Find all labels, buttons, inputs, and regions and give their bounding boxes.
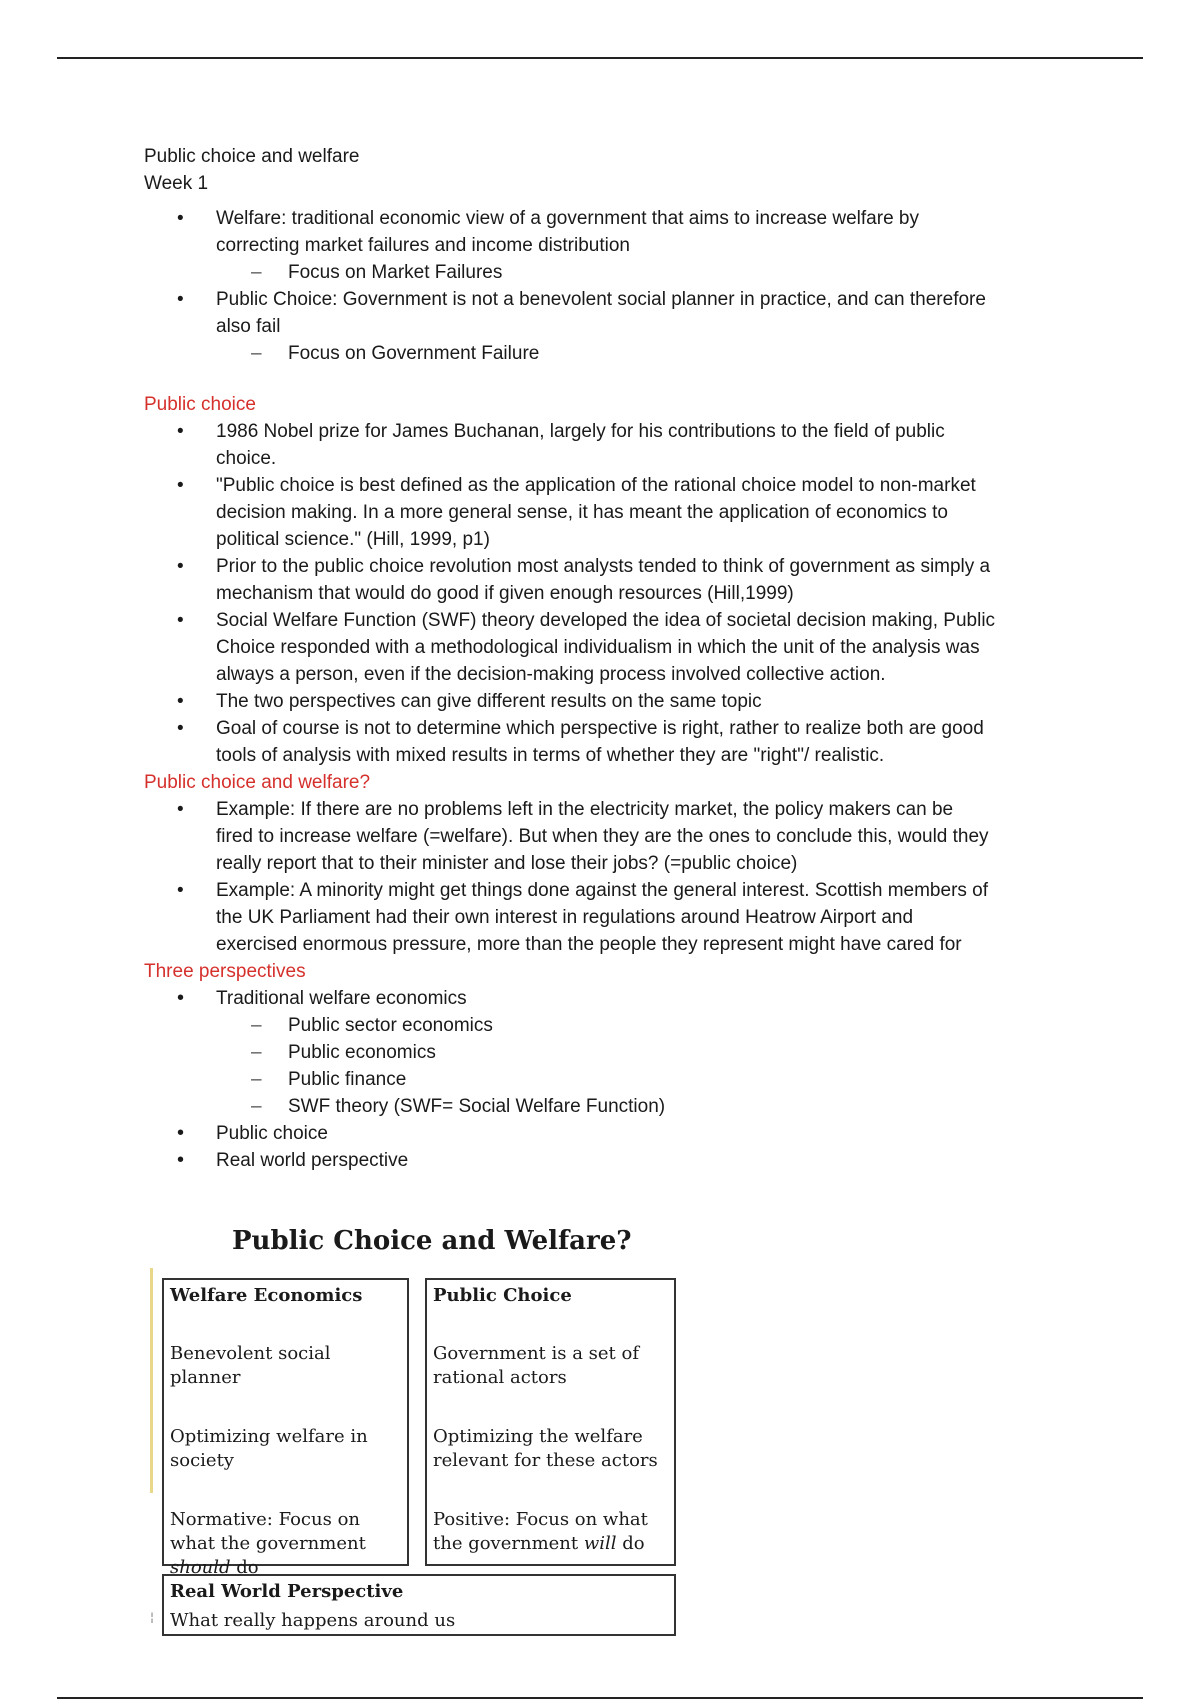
list-item-line: decision making. In a more general sense, it has meant the application of economics to [216,502,948,523]
document-body [144,143,1064,1174]
list-item-line: tools of analysis with mixed results in terms of whether they are "right"/ realistic. [216,745,885,766]
dash-icon: – [251,1096,262,1117]
bullet-icon: • [177,880,184,901]
cell-text: do [230,1557,259,1578]
cell-text: Normative: Focus on what the government [170,1509,366,1554]
list-item-line: Public Choice: Government is not a benevolent social planner in practice, and can therefore [216,289,986,310]
list-item [144,472,1064,553]
list-item-line: political science." (Hill, 1999, p1) [216,529,490,550]
list-item-line: Example: If there are no problems left in the electricity market, the policy makers can be [216,799,954,820]
list-item [144,985,1064,1120]
section-heading-public-choice-and-welfare: Public choice and welfare? [144,772,371,793]
sub-list-item-text: Focus on Government Failure [288,343,540,364]
sub-list-item-text: SWF theory (SWF= Social Welfare Function) [288,1096,666,1117]
public-choice-cell-actors: Government is a set of rational actors [433,1343,640,1388]
cell-emphasis: should [170,1557,231,1578]
welfare-economics-header: Welfare Economics [170,1285,363,1306]
list-item [144,1147,1064,1174]
public-choice-welfare-list [144,796,1064,958]
public-choice-header: Public Choice [433,1285,572,1306]
public-choice-cell-positive [433,1508,669,1556]
intro-list [144,205,1064,367]
document-title: Public choice and welfare [144,146,360,167]
welfare-cell-planner: Benevolent social planner [170,1343,331,1388]
footer-rule [57,1697,1143,1699]
sub-list-item [144,1012,1064,1039]
list-item-line: Welfare: traditional economic view of a government that aims to increase welfare by [216,208,919,229]
welfare-cell-optimizing: Optimizing welfare in society [170,1426,368,1471]
sub-list-item [144,259,1064,286]
section-heading-three-perspectives: Three perspectives [144,961,306,982]
list-item-line: Public choice [216,1123,328,1144]
cell-text: do [616,1533,645,1554]
document-subtitle: Week 1 [144,173,209,194]
list-item [144,1120,1064,1147]
slide-figure [150,1218,690,1638]
list-item-line: 1986 Nobel prize for James Buchanan, largely for his contributions to the field of public [216,421,945,442]
list-item-line: correcting market failures and income distribution [216,235,630,256]
list-item-line: Prior to the public choice revolution most analysts tended to think of government as simply a [216,556,991,577]
list-item [144,688,1064,715]
dash-icon: – [251,1042,262,1063]
list-item-line: fired to increase welfare (=welfare). But when they are the ones to conclude this, would they [216,826,989,847]
list-item [144,205,1064,286]
list-item [144,877,1064,958]
list-item [144,418,1064,472]
list-item [144,286,1064,367]
cell-text: Positive: Focus on what the government [433,1509,648,1554]
list-item-line: mechanism that would do good if given enough resources (Hill,1999) [216,583,794,604]
bullet-icon: • [177,475,184,496]
list-item [144,715,1064,769]
bullet-icon: • [177,289,184,310]
sub-list-item [144,1039,1064,1066]
bullet-icon: • [177,421,184,442]
slide-accent-bar [150,1268,153,1493]
list-item-line: Traditional welfare economics [216,988,467,1009]
slide-title: Public Choice and Welfare? [232,1226,632,1256]
bullet-icon: • [177,208,184,229]
sub-list-item-text: Public economics [288,1042,436,1063]
bullet-icon: • [177,718,184,739]
public-choice-list [144,418,1064,769]
list-item-line: the UK Parliament had their own interest in regulations around Heatrow Airport and [216,907,914,928]
real-world-box [162,1574,676,1636]
bullet-icon: • [177,799,184,820]
sub-list-item [144,340,1064,367]
bullet-icon: • [177,556,184,577]
list-item-line: really report that to their minister and lose their jobs? (=public choice) [216,853,798,874]
list-item-line: "Public choice is best defined as the application of the rational choice model to non-market [216,475,976,496]
list-item-line: Goal of course is not to determine which perspective is right, rather to realize both are good [216,718,984,739]
list-item-line: Social Welfare Function (SWF) theory developed the idea of societal decision making, Public [216,610,996,631]
list-item-line: choice. [216,448,277,469]
list-item [144,553,1064,607]
list-item-line: Choice responded with a methodological individualism in which the unit of the analysis was [216,637,980,658]
perspectives-list [144,985,1064,1174]
bullet-icon: • [177,691,184,712]
real-world-header: Real World Perspective [170,1581,404,1602]
list-item-line: also fail [216,316,281,337]
section-heading-public-choice: Public choice [144,394,256,415]
sub-list-item-text: Public sector economics [288,1015,493,1036]
dash-icon: – [251,1015,262,1036]
real-world-sub: What really happens around us [170,1610,456,1631]
sub-list-item-text: Focus on Market Failures [288,262,503,283]
list-item [144,796,1064,877]
welfare-economics-box [162,1278,409,1578]
list-item-line: exercised enormous pressure, more than the people they represent might have cared for [216,934,962,955]
bullet-icon: • [177,987,185,1009]
list-item-line: always a person, even if the decision-making process involved collective action. [216,664,886,685]
sub-list-item [144,1066,1064,1093]
list-item-line: Example: A minority might get things done against the general interest. Scottish members of [216,880,989,901]
sub-list-item-text: Public finance [288,1069,407,1090]
dash-icon: – [251,343,262,364]
bullet-icon: • [177,610,184,631]
list-item-line: Real world perspective [216,1150,409,1171]
public-choice-cell-optimizing: Optimizing the welfare relevant for these actors [433,1426,658,1471]
welfare-cell-normative [170,1508,406,1580]
bullet-icon: • [177,1122,185,1144]
list-item [144,607,1064,688]
bullet-icon: • [177,1149,185,1171]
list-item-line: The two perspectives can give different results on the same topic [216,691,762,712]
cell-emphasis: will [583,1533,617,1554]
public-choice-box [425,1278,676,1566]
header-rule [57,57,1143,59]
dash-icon: – [251,262,262,283]
sub-list-item [144,1093,1064,1120]
dash-icon: – [251,1069,262,1090]
margin-mark: ¦ [150,1610,155,1624]
